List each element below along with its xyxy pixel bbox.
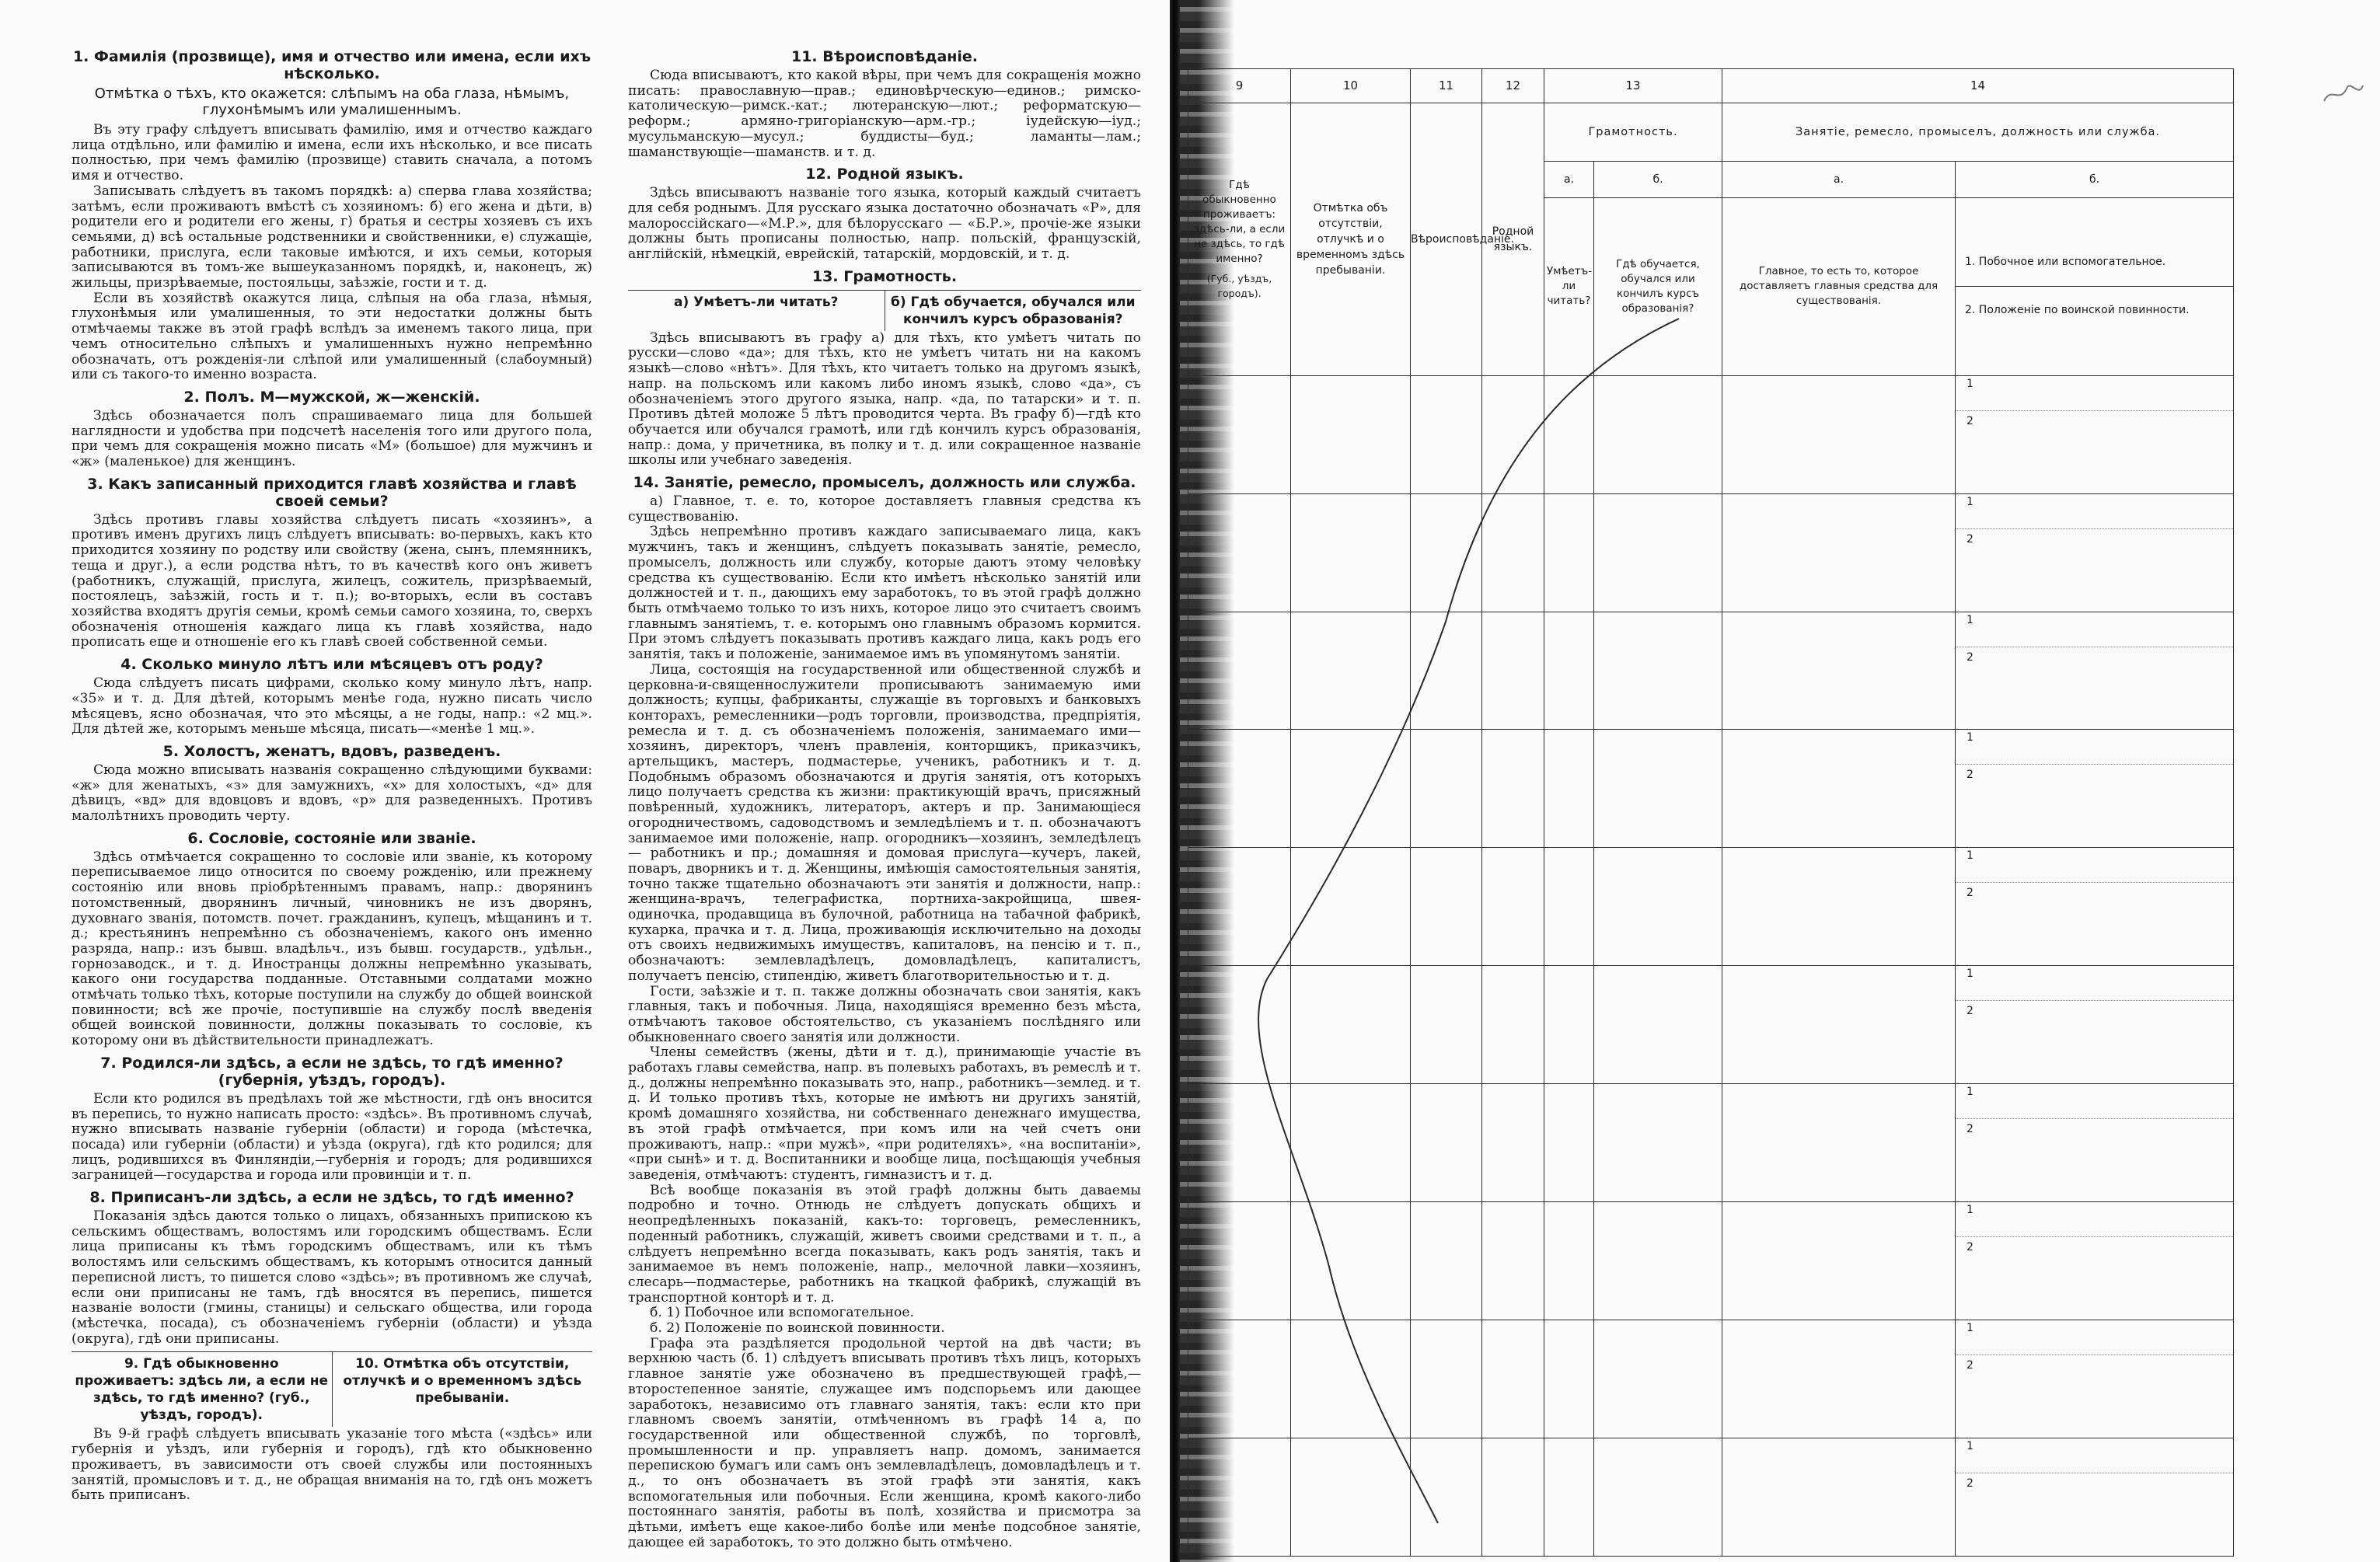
section-9-cell xyxy=(72,1352,332,1427)
col-12-number: 12 xyxy=(1482,69,1544,103)
table-cell[interactable] xyxy=(1956,493,2234,612)
table-row xyxy=(1188,612,2234,730)
table-cell[interactable] xyxy=(1482,1320,1544,1438)
table-cell[interactable] xyxy=(1544,1202,1594,1320)
table-cell[interactable] xyxy=(1722,848,1956,966)
col-13-number: 13 xyxy=(1544,69,1722,103)
row-mark-1: 1 xyxy=(1966,731,1973,744)
section-6-paragraph: Здѣсь отмѣчается сокращенно то сословіе или званіе, къ которому переписываемое лицо относится по своему рожденію, или прежнему состоянію или вновь пріобрѣтеннымъ правамъ, напр.: дворянинъ потомственный, дворянинъ личный, чиновникъ не изъ дворянъ, духовнаго званія, потомств. почет. гражданинъ, купецъ, мѣщанинъ и т. д.; крестьянинъ непремѣнно съ обозначеніемъ, какого онъ именно разряда, напр.: изъ бывш. владѣльч., изъ бывш. государств., удѣльн., горнозаводск., и т. д. Иностранцы должны непремѣнно указывать, какого они государства подданные. Отставными солдатами можно отмѣчать только тѣхъ, которые поступили на службу до общей воинской повинности; всѣ же прочіе, поступившіе на службу послѣ введенія общей воинской повинности, должны показывать то сословіе, къ которому они въ дѣйствительности принадлежатъ. xyxy=(72,849,592,1049)
row-mark-2: 2 xyxy=(1966,532,1973,546)
row-divider xyxy=(1956,882,2233,883)
section-1-paragraph: Если въ хозяйствѣ окажутся лица, слѣпыя на оба глаза, нѣмыя, глухонѣмыя или умалишенныя, то эти недостатки должны быть отмѣчаемы также въ этой графѣ вслѣдъ за именемъ такого лица, при чемъ относительно слѣпыхъ и умалишенныхъ нужно непремѣнно обозначать, отъ рожденія-ли слѣпой или умалишенный (слабоумный) или съ такого-то именно возраста. xyxy=(72,290,592,383)
col-10-number: 10 xyxy=(1291,69,1411,103)
table-cell[interactable] xyxy=(1722,730,1956,848)
table-cell[interactable] xyxy=(1956,1084,2234,1202)
section-14b2-line: б. 2) Положеніе по воинской повинности. xyxy=(650,1320,945,1337)
col-9-subtitle: (Губ., уѣздъ, городъ). xyxy=(1206,272,1272,299)
col-13b-letter: б. xyxy=(1594,161,1722,197)
section-14-paragraph: Лица, состоящія на государственной или общественной службѣ и церковна-и-священнослужители прописываютъ занимаемую ими должность; купцы, фабриканты, служащіе въ торговыхъ и банковыхъ конторахъ, ремесленники—родъ торговли, производства, предпріятія, ремесла и т. д. съ обозначеніемъ положенія, занимаемаго ими—хозяинъ, директоръ, членъ правленія, конторщикъ, приказчикъ, артельщикъ, мастеръ, подмастерье, ученикъ, работникъ и т. д. Подобнымъ образомъ обозначаются и другія занятія, отъ которыхъ лицо получаетъ средства къ жизни: практикующій врачъ, присяжный повѣренный, художникъ, литераторъ, актеръ и пр. Занимающіеся огородничествомъ, садоводствомъ и земледѣліемъ и т. п. обозначаютъ занимаемое ими положеніе, напр. огородникъ—хозяинъ, земледѣлецъ — работникъ и пр.; домашняя и домовая прислуга—кучеръ, лакей, поваръ, дворникъ и т. д. Женщины, имѣющія самостоятельныя занятія, точно также тщательно обозначаютъ эти занятія и должности, напр.: женщина-врачъ, телеграфистка, портниха-закройщица, швея-одиночка, продавщица въ булочной, работница на табачной фабрикѣ, кухарка, прачка и т. д. Лица, проживающія исключительно на доходы отъ своихъ недвижимыхъ имуществъ, капиталовъ, на пенсію и т. п., обозначаютъ: землевладѣлецъ, домовладѣлецъ, капиталистъ, получаетъ пенсію, стипендію, живетъ благотворительностью и т. д. xyxy=(628,661,1141,984)
table-cell[interactable] xyxy=(1188,612,1291,730)
section-13b-heading: б) Гдѣ обучается, обучался или кончилъ курсъ образованія? xyxy=(891,294,1136,327)
row-mark-1: 1 xyxy=(1966,1204,1973,1217)
table-cell[interactable] xyxy=(1594,493,1722,612)
section-13a-cell xyxy=(628,291,885,331)
table-cell[interactable] xyxy=(1482,1202,1544,1320)
section-14-paragraph: Гости, заѣзжіе и т. п. также должны обозначать свои занятія, какъ главныя, такъ и побочныя. Лица, находящіяся временно безъ мѣста, отмѣчаютъ таковое обстоятельство, съ указаніемъ послѣдняго или обыкновеннаго своего занятія или должности. xyxy=(628,983,1141,1045)
col-13-group-title: Грамотность. xyxy=(1544,103,1722,161)
census-table-body xyxy=(1188,375,2234,1556)
table-cell[interactable] xyxy=(1544,730,1594,848)
row-divider xyxy=(1956,1236,2233,1237)
table-cell[interactable] xyxy=(1544,1320,1594,1438)
section-2-heading: 2. Полъ. М—мужской, ж—женскій. xyxy=(183,388,480,406)
row-divider xyxy=(1956,764,2233,765)
section-4-heading: 4. Сколько минуло лѣтъ или мѣсяцевъ отъ роду? xyxy=(120,656,543,674)
table-cell[interactable] xyxy=(1722,966,1956,1084)
table-cell[interactable] xyxy=(1291,1084,1411,1202)
col-10-header: Отмѣтка объ отсутствіи, отлучкѣ и о временномъ здѣсь пребываніи. xyxy=(1291,103,1411,375)
table-row xyxy=(1188,1320,2234,1438)
table-cell[interactable] xyxy=(1594,612,1722,730)
table-cell[interactable] xyxy=(1722,1202,1956,1320)
table-cell[interactable] xyxy=(1722,612,1956,730)
col-13b-header: Гдѣ обучается, обучался или кончилъ курсъ образованія? xyxy=(1594,197,1722,375)
row-mark-2: 2 xyxy=(1966,414,1973,427)
section-13b-cell xyxy=(885,291,1142,331)
section-7-paragraph: Если кто родился въ предѣлахъ той же мѣстности, гдѣ онъ вносится въ перепись, то нужно написать просто: «здѣсь». Въ противномъ случаѣ, нужно вписывать названіе губерніи (области) и города (мѣстечка, посада) или губерніи (области) и уѣзда (округа), гдѣ кто родился; для лицъ, родившихся въ Финляндіи,—губернія и городъ; для родившихся заграницей—государства и города или провинціи и т. п. xyxy=(72,1090,592,1184)
table-cell[interactable] xyxy=(1594,1320,1722,1438)
section-8-paragraph: Показанія здѣсь даются только о лицахъ, обязанныхъ припискою къ сельскимъ обществамъ, волостямъ или городскимъ обществамъ. Если лица приписаны къ тѣмъ городскимъ обществамъ, или къ тѣмъ волостямъ или сельскимъ обществамъ, къ которымъ относится данный переписной листъ, то пишется слово «здѣсь»; въ противномъ же случаѣ, если они приписаны не тамъ, гдѣ вносятся въ перепись, пишется названіе волости (гмины, станицы) и сельскаго общества, или города (мѣстечка, посада), съ обозначеніемъ губерніи (области) и уѣзда (округа), гдѣ они приписаны. xyxy=(72,1208,592,1347)
row-mark-1: 1 xyxy=(1966,849,1973,863)
section-4-paragraph: Сюда слѣдуетъ писать цифрами, сколько кому минуло лѣтъ, напр. «35» и т. д. Для дѣтей, которымъ менѣе года, нужно писать число мѣсяцевъ, ясно обозначая, что это мѣсяцы, а не годы, напр.: «2 мц.». Для дѣтей же, которымъ меньше мѣсяца, писать—«менѣе 1 мц.». xyxy=(72,675,592,737)
table-cell[interactable] xyxy=(1482,966,1544,1084)
table-cell[interactable] xyxy=(1594,1084,1722,1202)
table-cell[interactable] xyxy=(1482,493,1544,612)
table-row xyxy=(1188,730,2234,848)
row-divider xyxy=(1956,1118,2233,1119)
col-9-header xyxy=(1188,103,1291,375)
table-row xyxy=(1188,493,2234,612)
section-2-paragraph: Здѣсь обозначается полъ спрашиваемаго лица для большей наглядности и удобства при подсчетѣ населенія того или другого пола, при чемъ для сокращенія можно писать «М» (большое) для мужчинъ и «ж» (маленькое) для женщинъ. xyxy=(72,407,592,470)
table-cell[interactable] xyxy=(1482,1084,1544,1202)
pencil-mark xyxy=(2320,78,2367,109)
col-13a-header: Умѣетъ-ли читать? xyxy=(1544,197,1594,375)
table-cell[interactable] xyxy=(1594,1202,1722,1320)
section-3-heading: 3. Какъ записанный приходится главѣ хозяйства и главѣ своей семьи? xyxy=(87,475,577,510)
table-cell[interactable] xyxy=(1411,1438,1482,1556)
section-13-heading: 13. Грамотность. xyxy=(811,267,958,285)
table-cell[interactable] xyxy=(1188,848,1291,966)
section-13-paragraph: Здѣсь вписываютъ въ графу а) для тѣхъ, кто умѣетъ читать по русски—слово «да»; для тѣхъ, кто не умѣетъ читать ни на какомъ языкѣ—слово «нѣтъ». Для тѣхъ, кто читаетъ только на другомъ языкѣ, напр. на польскомъ или какомъ либо иномъ языкѣ, слово «да», съ обозначеніемъ этого другого языка, напр. «да, по татарски» и т. п. Противъ дѣтей моложе 5 лѣтъ проводится черта. Въ графу б)—гдѣ кто обучается или обучался грамотѣ, или гдѣ кончилъ курсъ образованія, напр.: дома, у причетника, въ полку и т. д. или сокращенное названіе школы или учебнаго заведенія. xyxy=(628,329,1141,469)
table-cell[interactable] xyxy=(1291,730,1411,848)
section-14-paragraph: Члены семействъ (жены, дѣти и т. д.), принимающіе участіе въ работахъ главы семейства, напр. въ полевыхъ работахъ, въ ремеслѣ и т. д., должны непремѣнно показывать это, напр., работникъ—землед. и т. д. И только противъ тѣхъ, которые не имѣютъ ни другихъ занятій, кромѣ домашняго хозяйства, ни собственнаго денежнаго имущества, въ этой графѣ отмѣчается, при комъ или на чей счетъ они проживаютъ, напр.: «при мужѣ», «при родителяхъ», «на воспитаніи», «при сынѣ» и т. д. Воспитанники и вообще лица, посѣщающія учебныя заведенія, отмѣчаютъ: студентъ, гимназистъ и т. д. xyxy=(628,1044,1141,1183)
table-cell[interactable] xyxy=(1411,375,1482,493)
row-divider xyxy=(1956,528,2233,529)
section-9-heading: 9. Гдѣ обыкновенно проживаетъ: здѣсь ли, а если не здѣсь, то гдѣ именно? (губ., уѣздъ, городъ). xyxy=(75,1356,329,1424)
table-cell[interactable] xyxy=(1544,1084,1594,1202)
column-number-row xyxy=(1188,69,2234,103)
table-cell[interactable] xyxy=(1411,1320,1482,1438)
table-cell[interactable] xyxy=(1722,493,1956,612)
section-14-paragraph: Графа эта раздѣляется продольной чертой на двѣ части; въ верхнюю часть (б. 1) слѣдуетъ вписывать противъ тѣхъ лицъ, которыхъ главное занятіе уже обозначено въ предшествующей графѣ,—второстепенное занятіе, служащее имъ подспорьемъ или дающее заработокъ, независимо отъ главнаго занятія, такъ: если кто при главномъ своемъ занятіи, отмѣченномъ въ графѣ 14 а, по государственной или общественной службѣ, по торговлѣ, промышленности и пр. управляетъ напр. домомъ, занимается перепискою бумагъ или самъ онъ землевладѣлецъ, домовладѣлецъ и т. д., то онъ обозначаетъ въ этой графѣ эти занятія, какъ вспомогательныя или побочныя. Если женщина, кромѣ какого-либо постояннаго занятія, работы въ полѣ, хозяйства и присмотра за дѣтьми, имѣетъ еще какое-либо болѣе или менѣе подсобное занятіе, дающее ей заработокъ, то это должно быть отмѣчено. xyxy=(628,1335,1141,1550)
table-cell[interactable] xyxy=(1956,730,2234,848)
row-mark-1: 1 xyxy=(1966,613,1973,626)
section-10-cell xyxy=(332,1352,593,1427)
table-cell[interactable] xyxy=(1722,1320,1956,1438)
table-cell[interactable] xyxy=(1594,375,1722,493)
row-mark-1: 1 xyxy=(1966,968,1973,981)
sections-9-10-box xyxy=(72,1351,592,1427)
row-divider xyxy=(1956,410,2233,411)
section-13-subbox xyxy=(628,290,1141,331)
table-cell[interactable] xyxy=(1544,375,1594,493)
table-cell[interactable] xyxy=(1482,612,1544,730)
table-cell[interactable] xyxy=(1482,1438,1544,1556)
table-cell[interactable] xyxy=(1956,1320,2234,1438)
row-mark-1: 1 xyxy=(1966,1322,1973,1335)
col-11-number: 11 xyxy=(1411,69,1482,103)
table-cell[interactable] xyxy=(1956,612,2234,730)
section-11-paragraph: Сюда вписываютъ, кто какой вѣры, при чемъ для сокращенія можно писать: православную—прав.; единовѣрческую—единов.; римско-католическую—римск.-кат.; лютеранскую—лют.; реформатскую—реформ.; армяно-григоріанскую—арм.-гр.; іудейскую—іуд.; мусульманскую—мусул.; буддисты—буд.; ламанты—лам.; шаманствующіе—шаманств. и т. д. xyxy=(628,68,1141,160)
section-14-heading: 14. Занятіе, ремесло, промыселъ, должность или служба. xyxy=(633,474,1136,492)
table-cell[interactable] xyxy=(1956,375,2234,493)
table-cell[interactable] xyxy=(1956,1438,2234,1556)
table-row xyxy=(1188,1084,2234,1202)
table-cell[interactable] xyxy=(1594,966,1722,1084)
table-cell[interactable] xyxy=(1188,375,1291,493)
section-14-paragraph: Всѣ вообще показанія въ этой графѣ должны быть даваемы подробно и точно. Отнюдь не слѣдуетъ допускать общихъ и неопредѣленныхъ показаній, какъ-то: торговецъ, ремесленникъ, поденный работникъ, служащій, живетъ своими средствами и т. п., а слѣдуетъ непремѣнно всегда показывать, какъ родъ занятія, такъ и занимаемое въ немъ положеніе, напр., мелочной лавки—хозяинъ, слесарь—подмастерье, работникъ на ткацкой фабрикѣ, служащій въ транспортной конторѣ и т. д. xyxy=(628,1182,1141,1306)
col-14a-header: Главное, то есть то, которое доставляетъ главныя средства для существованія. xyxy=(1722,197,1956,375)
table-cell[interactable] xyxy=(1544,966,1594,1084)
row-mark-2: 2 xyxy=(1966,1005,1973,1018)
col-9-title: Гдѣ обыкновенно проживаетъ: здѣсь-ли, а если не здѣсь, то гдѣ именно? xyxy=(1193,178,1286,265)
row-mark-2: 2 xyxy=(1966,1123,1973,1136)
col-11-header: Вѣроисповѣданіе. xyxy=(1411,103,1482,375)
table-cell[interactable] xyxy=(1411,1202,1482,1320)
row-mark-2: 2 xyxy=(1966,769,1973,782)
table-cell[interactable] xyxy=(1722,375,1956,493)
col-14a-letter: а. xyxy=(1722,161,1956,197)
table-cell[interactable] xyxy=(1291,1438,1411,1556)
instructions-column-right xyxy=(628,43,1141,1562)
section-1-paragraph: Въ эту графу слѣдуетъ вписывать фамилію, имя и отчество каждаго лица отдѣльно, или фамилію и имена, если ихъ нѣсколько, и все писать полностью, при чемъ фамилію (прозвище) ставить сначала, а потомъ имя и отчество. xyxy=(72,122,592,184)
section-5-heading: 5. Холостъ, женатъ, вдовъ, разведенъ. xyxy=(162,742,501,760)
table-cell[interactable] xyxy=(1411,848,1482,966)
section-8-heading: 8. Приписанъ-ли здѣсь, а если не здѣсь, то гдѣ именно? xyxy=(89,1189,574,1207)
table-cell[interactable] xyxy=(1291,848,1411,966)
table-cell[interactable] xyxy=(1411,730,1482,848)
table-cell[interactable] xyxy=(1544,1438,1594,1556)
section-11-heading: 11. Вѣроисповѣданіе. xyxy=(790,48,979,65)
table-cell[interactable] xyxy=(1594,848,1722,966)
row-mark-2: 2 xyxy=(1966,650,1973,664)
table-cell[interactable] xyxy=(1544,612,1594,730)
section-1-paragraph: Записывать слѣдуетъ въ такомъ порядкѣ: а) сперва глава хозяйства; затѣмъ, если проживаютъ вмѣстѣ съ хозяиномъ: б) его жена и дѣти, в) родители его и родители его жены, г) братья и сестры хозяевъ съ ихъ семьями, д) всѣ остальные родственники и свойственники, е) служащіе, работники, прислуга, если таковые имѣются, и ихъ семьи, которыя записываются въ томъ-же вышеуказанномъ порядкѣ, и, наконецъ, ж) жильцы, призрѣваемые, постояльцы, заѣзжіе, гости и т. д. xyxy=(72,183,592,291)
row-mark-2: 2 xyxy=(1966,887,1973,900)
section-1-subheading: Отмѣтка о тѣхъ, кто окажется: слѣпымъ на оба глаза, нѣмымъ, глухонѣмымъ или умалишеннымъ. xyxy=(94,85,570,118)
table-cell[interactable] xyxy=(1188,730,1291,848)
table-cell[interactable] xyxy=(1594,1438,1722,1556)
table-cell[interactable] xyxy=(1291,966,1411,1084)
col-14b-header xyxy=(1956,197,2234,375)
table-row xyxy=(1188,375,2234,493)
table-cell[interactable] xyxy=(1722,1084,1956,1202)
census-form-table xyxy=(1188,68,2234,1557)
table-cell[interactable] xyxy=(1291,612,1411,730)
section-7-heading: 7. Родился-ли здѣсь, а если не здѣсь, то гдѣ именно? (губернія, уѣздъ, городъ). xyxy=(100,1054,564,1089)
table-cell[interactable] xyxy=(1956,1202,2234,1320)
col-14b-letter: б. xyxy=(1956,161,2234,197)
section-12-paragraph: Здѣсь вписываютъ названіе того языка, который каждый считаетъ для себя роднымъ. Для русскаго языка достаточно обозначать «Р», для малороссійскаго—«М.Р.», для бѣлорусскаго — «Б.Р.», прочіе-же языки должны быть прописаны полностью, напр. польскій, французскій, англійскій, нѣмецкій, еврейскій, татарскій, мордовскій, и т. д. xyxy=(628,185,1141,263)
table-cell[interactable] xyxy=(1482,848,1544,966)
col-14b1-header: 1. Побочное или вспомогательное. xyxy=(1965,256,2166,269)
section-12-heading: 12. Родной языкъ. xyxy=(805,166,964,183)
row-mark-1: 1 xyxy=(1966,495,1973,508)
row-divider xyxy=(1956,1000,2233,1001)
table-cell[interactable] xyxy=(1482,375,1544,493)
group-header-row xyxy=(1188,103,2234,161)
table-cell[interactable] xyxy=(1722,1438,1956,1556)
table-cell[interactable] xyxy=(1411,1084,1482,1202)
table-cell[interactable] xyxy=(1594,730,1722,848)
table-cell[interactable] xyxy=(1188,1438,1291,1556)
col-14b2-header: 2. Положеніе по воинской повинности. xyxy=(1956,286,2233,334)
table-row xyxy=(1188,1202,2234,1320)
table-row xyxy=(1188,848,2234,966)
instructions-column-left xyxy=(72,43,592,1562)
table-cell[interactable] xyxy=(1188,966,1291,1084)
table-cell[interactable] xyxy=(1188,493,1291,612)
table-cell[interactable] xyxy=(1544,848,1594,966)
section-14-paragraph: Здѣсь непремѣнно противъ каждаго записываемаго лица, какъ мужчинъ, такъ и женщинъ, слѣдуетъ показывать занятіе, ремесло, промыселъ, должность или службу, которые даютъ этому человѣку средства къ существованію. Если кто имѣетъ нѣсколько занятій или должностей и т. п., дающихъ ему заработокъ, то въ этой графѣ должно быть отмѣчаемо только то изъ нихъ, которое лицо это считаетъ своимъ главнымъ занятіемъ, т. е. которымъ оно главнымъ образомъ кормится. При этомъ слѣдуетъ показывать противъ каждаго лица, какъ родъ его занятія, такъ и положеніе, занимаемое имъ въ упомянутомъ занятіи. xyxy=(628,524,1141,663)
table-cell[interactable] xyxy=(1544,493,1594,612)
row-mark-1: 1 xyxy=(1966,1086,1973,1099)
table-cell[interactable] xyxy=(1956,848,2234,966)
row-mark-2: 2 xyxy=(1966,1359,1973,1372)
table-cell[interactable] xyxy=(1291,1320,1411,1438)
col-14-group-title: Занятіе, ремесло, промыселъ, должность или служба. xyxy=(1722,103,2234,161)
col-14-number: 14 xyxy=(1722,69,2234,103)
col-9-number: 9 xyxy=(1188,69,1291,103)
section-14b1-line: б. 1) Побочное или вспомогательное. xyxy=(650,1305,914,1321)
book-spine xyxy=(1170,0,1180,1562)
row-mark-2: 2 xyxy=(1966,1477,1973,1490)
col-13a-letter: а. xyxy=(1544,161,1594,197)
table-cell[interactable] xyxy=(1411,612,1482,730)
section-1-heading: 1. Фамилія (прозвище), имя и отчество или имена, если ихъ нѣсколько. xyxy=(72,48,592,82)
table-cell[interactable] xyxy=(1956,966,2234,1084)
table-cell[interactable] xyxy=(1188,1320,1291,1438)
table-cell[interactable] xyxy=(1291,375,1411,493)
section-14a-line: а) Главное, т. е. то, которое доставляетъ главныя средства къ существованію. xyxy=(628,493,1141,525)
table-cell[interactable] xyxy=(1482,730,1544,848)
section-13a-heading: а) Умѣетъ-ли читать? xyxy=(673,294,839,310)
row-mark-1: 1 xyxy=(1966,377,1973,390)
section-10-heading: 10. Отмѣтка объ отсутствіи, отлучкѣ и о временномъ здѣсь пребываніи. xyxy=(343,1356,582,1407)
col-12-header: Родной языкъ. xyxy=(1482,103,1544,375)
section-9-paragraph: Въ 9-й графѣ слѣдуетъ вписывать указаніе того мѣста («здѣсь» или губернія и уѣздъ, или губернія и городъ), гдѣ кто обыкновенно проживаетъ, въ зависимости отъ своей службы или постоянныхъ занятій, промысловъ и т. д., не обращая вниманія на то, гдѣ онъ можетъ быть приписанъ. xyxy=(72,1426,592,1504)
table-cell[interactable] xyxy=(1411,966,1482,1084)
section-6-heading: 6. Сословіе, состояніе или званіе. xyxy=(187,829,476,847)
section-3-paragraph: Здѣсь противъ главы хозяйства слѣдуетъ писать «хозяинъ», а противъ именъ другихъ лицъ слѣдуетъ вписывать: во-первыхъ, какъ кто приходится хозяину по родству или свойству (жена, сынъ, племянникъ, теща и друг.), а если родства нѣтъ, то въ качествѣ кого онъ живетъ (работникъ, служащій, прислуга, жилецъ, сожитель, призрѣваемый, постоялецъ, заѣзжій, гость и т. п.); во-вторыхъ, если въ составъ хозяйства входятъ другія семьи, кромѣ семьи самого хозяина, то, сверхъ обозначенія отношенія каждаго лица къ главѣ хозяйства, надо прописать еще и отношеніе его къ главѣ своей собственной семьи. xyxy=(72,511,592,650)
table-row xyxy=(1188,1438,2234,1556)
table-row xyxy=(1188,966,2234,1084)
table-cell[interactable] xyxy=(1411,493,1482,612)
table-cell[interactable] xyxy=(1188,1084,1291,1202)
table-cell[interactable] xyxy=(1291,1202,1411,1320)
row-mark-1: 1 xyxy=(1966,1439,1973,1452)
section-5-paragraph: Сюда можно вписывать названія сокращенно слѣдующими буквами: «ж» для женатыхъ, «з» для замужнихъ, «х» для холостыхъ, «д» для дѣвицъ, «вд» для вдовцовъ и вдовъ, «р» для разведенныхъ. Противъ малолѣтнихъ проводить черту. xyxy=(72,762,592,825)
table-cell[interactable] xyxy=(1188,1202,1291,1320)
left-page xyxy=(0,0,1170,1562)
table-cell[interactable] xyxy=(1291,493,1411,612)
row-mark-2: 2 xyxy=(1966,1241,1973,1254)
